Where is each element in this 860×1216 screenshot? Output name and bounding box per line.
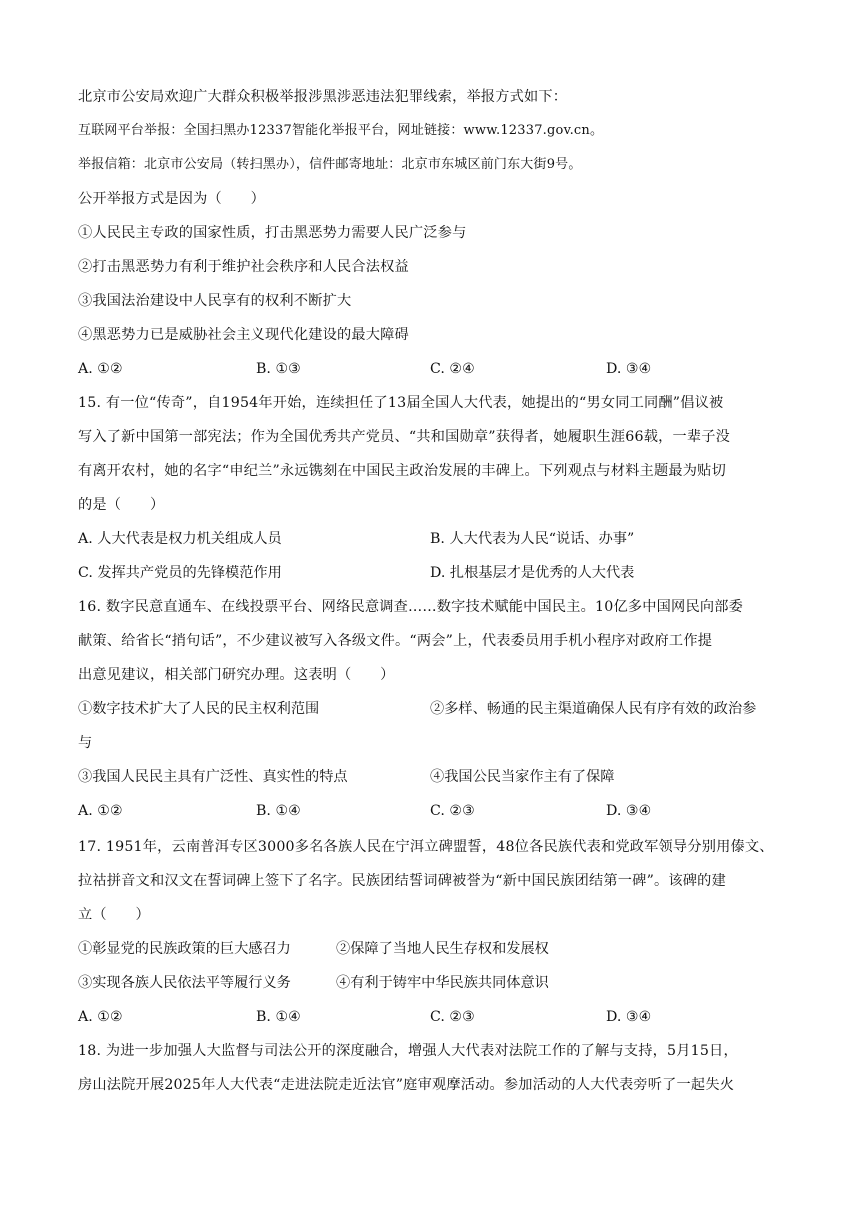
q17-option-a: A. ①②: [78, 1009, 123, 1025]
q17-line-3: 立（ ）: [78, 907, 150, 923]
q15-line-2: 写入了新中国第一部宪法；作为全国优秀共产党员、“共和国勋章”获得者，她履职生涯66载，一辈子没: [78, 429, 731, 445]
q15-option-b: B. 人大代表为人民“说话、办事”: [430, 531, 635, 547]
q16-statement-3: ③我国人民民主具有广泛性、真实性的特点: [78, 769, 348, 785]
intro-line-1: 北京市公安局欢迎广大群众积极举报涉黑涉恶违法犯罪线索，举报方式如下：: [78, 89, 568, 105]
q16-option-b: B. ①④: [256, 803, 301, 819]
q16-line-3: 出意见建议，相关部门研究办理。这表明（ ）: [78, 667, 395, 683]
intro-line-3: 举报信箱：北京市公安局（转扫黑办），信件邮寄地址：北京市东城区前门东大街9号。: [78, 157, 582, 172]
q15-line-1: 15. 有一位“传奇”，自1954年开始，连续担任了13届全国人大代表，她提出的“男女同工同酬”倡议被: [78, 395, 724, 411]
q15-line-3: 有离开农村，她的名字“申纪兰”永远镌刻在中国民主政治发展的丰碑上。下列观点与材料主题最为贴切: [78, 463, 726, 479]
intro-option-a: A. ①②: [78, 361, 123, 377]
q17-line-2: 拉祜拼音文和汉文在誓词碑上签下了名字。民族团结誓词碑被誉为“新中国民族团结第一碑”。该碑的建: [78, 873, 726, 889]
q16-option-d: D. ③④: [606, 803, 652, 819]
q15-option-a: A. 人大代表是权力机关组成人员: [78, 531, 282, 547]
intro-line-2: 互联网平台举报：全国扫黑办12337智能化举报平台，网址链接：www.12337.gov.cn。: [78, 123, 604, 138]
q17-option-b: B. ①④: [256, 1009, 301, 1025]
q15-line-4: 的是（ ）: [78, 497, 165, 513]
q17-statement-4: ④有利于铸牢中华民族共同体意识: [336, 975, 549, 991]
q15-option-d: D. 扎根基层才是优秀的人大代表: [430, 565, 635, 581]
intro-option-d: D. ③④: [606, 361, 652, 377]
intro-option-c: C. ②④: [430, 361, 475, 377]
q16-option-a: A. ①②: [78, 803, 123, 819]
intro-option-b: B. ①③: [256, 361, 301, 377]
q16-line-2: 献策、给省长“捎句话”，不少建议被写入各级文件。“两会”上，代表委员用手机小程序对政府工作提: [78, 633, 713, 649]
q16-statement-4: ④我国公民当家作主有了保障: [430, 769, 615, 785]
q16-statement-1: ①数字技术扩大了人民的民主权利范围: [78, 701, 320, 717]
q16-option-c: C. ②③: [430, 803, 475, 819]
q17-option-d: D. ③④: [606, 1009, 652, 1025]
q18-line-2: 房山法院开展2025年人大代表“走进法院走近法官”庭审观摩活动。参加活动的人大代表旁听了一起失火: [78, 1077, 735, 1093]
q15-option-c: C. 发挥共产党员的先锋模范作用: [78, 565, 282, 581]
intro-statement-4: ④黑恶势力已是威胁社会主义现代化建设的最大障碍: [78, 327, 409, 343]
q16-statement-2: ②多样、畅通的民主渠道确保人民有序有效的政治参: [430, 701, 757, 717]
intro-question-stem: 公开举报方式是因为（ ）: [78, 191, 266, 207]
q17-statement-3: ③实现各族人民依法平等履行义务: [78, 975, 291, 991]
intro-statement-3: ③我国法治建设中人民享有的权利不断扩大: [78, 293, 352, 309]
q16-statement-2-cont: 与: [78, 735, 93, 751]
q17-statement-1: ①彰显党的民族政策的巨大感召力: [78, 941, 291, 957]
intro-statement-1: ①人民民主专政的国家性质，打击黑恶势力需要人民广泛参与: [78, 225, 467, 241]
q17-line-1: 17. 1951年，云南普洱专区3000多名各族人民在宁洱立碑盟誓，48位各民族代表和党政军领导分别用傣文、: [78, 839, 774, 855]
intro-statement-2: ②打击黑恶势力有利于维护社会秩序和人民合法权益: [78, 259, 409, 275]
q16-line-1: 16. 数字民意直通车、在线投票平台、网络民意调查……数字技术赋能中国民主。10亿多中国网民向部委: [78, 599, 743, 615]
q18-line-1: 18. 为进一步加强人大监督与司法公开的深度融合，增强人大代表对法院工作的了解与支持，5月15日，: [78, 1043, 738, 1059]
q17-statement-2: ②保障了当地人民生存权和发展权: [336, 941, 549, 957]
q17-option-c: C. ②③: [430, 1009, 475, 1025]
